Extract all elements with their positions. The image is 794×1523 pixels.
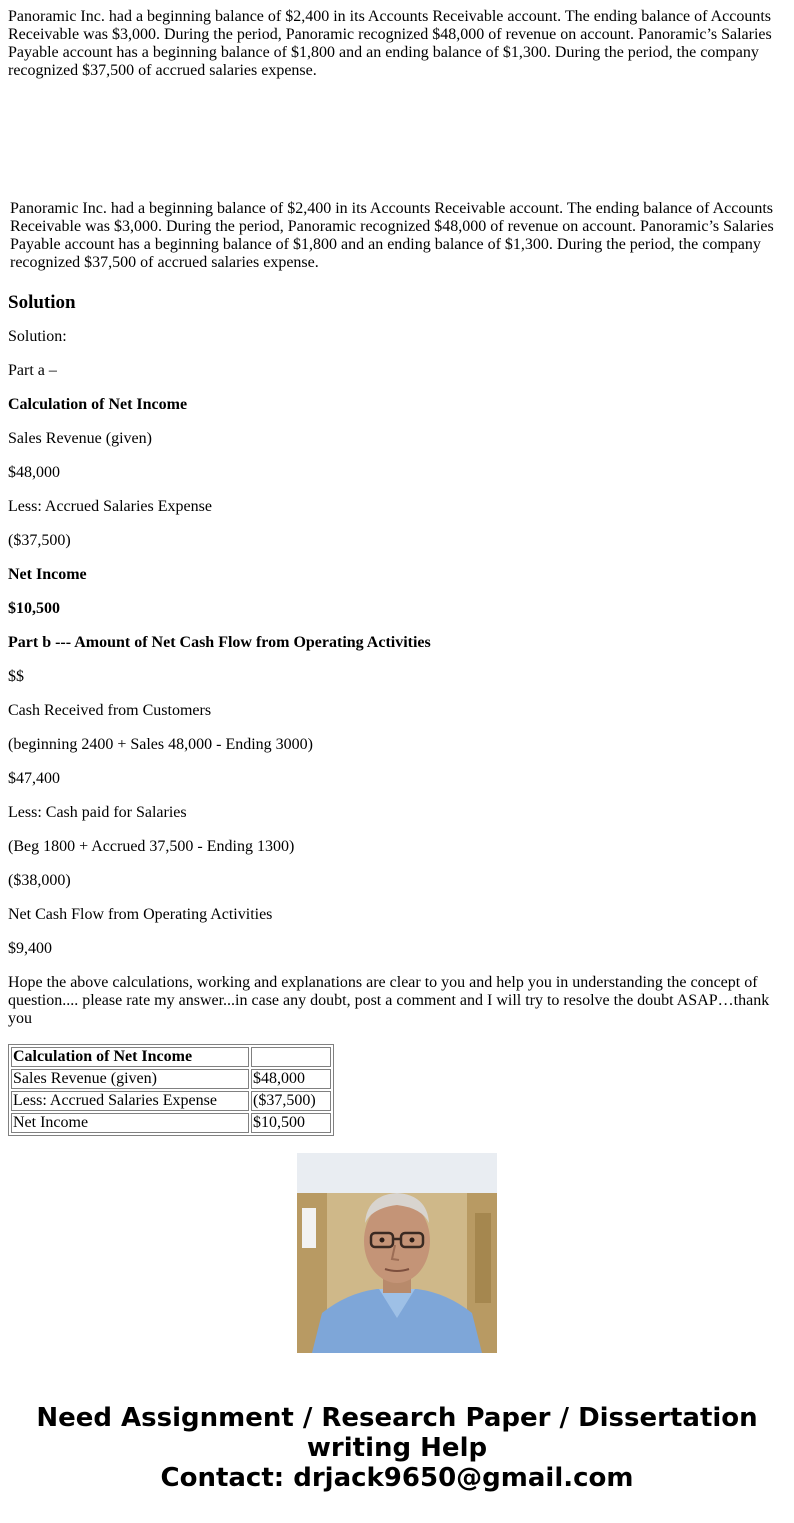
net-income-value: $10,500 — [8, 600, 60, 617]
net-income-table — [8, 1044, 334, 1136]
dollar-header: $$ — [8, 668, 24, 685]
table-cell-label: Less: Accrued Salaries Expense — [11, 1091, 249, 1111]
less-salaries-value: ($37,500) — [8, 532, 71, 549]
table-header-cell: Calculation of Net Income — [11, 1047, 249, 1067]
avatar-portrait-icon — [297, 1153, 497, 1353]
table-row — [11, 1091, 331, 1111]
closing-text: Hope the above calculations, working and explanations are clear to you and help you in understanding the concept of question.... please rate my answer...in case any doubt, post a comment and I will try to resolve the doubt ASAP…thank you — [8, 974, 770, 1027]
table-cell-value: ($37,500) — [251, 1091, 331, 1111]
cash-received-formula: (beginning 2400 + Sales 48,000 - Ending 3000) — [8, 736, 313, 753]
table-header-row — [11, 1047, 331, 1067]
table-cell-label: Net Income — [11, 1113, 249, 1133]
cash-paid-formula: (Beg 1800 + Accrued 37,500 - Ending 1300) — [8, 838, 295, 855]
footer-contact-line: Contact: drjack9650@gmail.com — [160, 1463, 634, 1493]
table-row — [11, 1113, 331, 1133]
table-cell-value: $10,500 — [251, 1113, 331, 1133]
cash-paid-value: ($38,000) — [8, 872, 71, 889]
footer-banner — [0, 1403, 794, 1493]
less-salaries-label: Less: Accrued Salaries Expense — [8, 498, 212, 515]
solution-heading: Solution — [8, 292, 76, 313]
cash-received-label: Cash Received from Customers — [8, 702, 212, 719]
net-income-title: Calculation of Net Income — [8, 396, 188, 413]
solution-section — [8, 292, 786, 1131]
question-text-repeat: Panoramic Inc. had a beginning balance of $2,400 in its Accounts Receivable account. The ending balance of Accounts Receivable was $3,000. During the period, Panoramic recognized $48,000 of revenue on account. Panoramic’s Salaries Payable account has a beginning balance of $1,800 and an ending balance of $1,300. During the period, the company recognized $37,500 of accrued salaries expense. — [10, 200, 774, 271]
table-cell-label: Sales Revenue (given) — [11, 1069, 249, 1089]
sales-label: Sales Revenue (given) — [8, 430, 152, 447]
part-b-label: Part b --- Amount of Net Cash Flow from Operating Activities — [8, 634, 431, 651]
cash-received-value: $47,400 — [8, 770, 60, 787]
table-cell-value: $48,000 — [251, 1069, 331, 1089]
table-header-empty-cell — [251, 1047, 331, 1067]
sales-value: $48,000 — [8, 464, 60, 481]
footer-help-line: Need Assignment / Research Paper / Dissertation writing Help — [36, 1403, 758, 1463]
avatar — [297, 1153, 497, 1353]
table-row — [11, 1069, 331, 1089]
solution-intro: Solution: — [8, 328, 67, 345]
net-cash-value: $9,400 — [8, 940, 52, 957]
part-a-label: Part a – — [8, 362, 57, 379]
question-text-top: Panoramic Inc. had a beginning balance of $2,400 in its Accounts Receivable account. The ending balance of Accounts Receivable was $3,000. During the period, Panoramic recognized $48,000 of revenue on account. Panoramic’s Salaries Payable account has a beginning balance of $1,800 and an ending balance of $1,300. During the period, the company recognized $37,500 of accrued salaries expense. — [8, 8, 772, 79]
net-cash-label: Net Cash Flow from Operating Activities — [8, 906, 273, 923]
net-income-label: Net Income — [8, 566, 87, 583]
cash-paid-label: Less: Cash paid for Salaries — [8, 804, 187, 821]
